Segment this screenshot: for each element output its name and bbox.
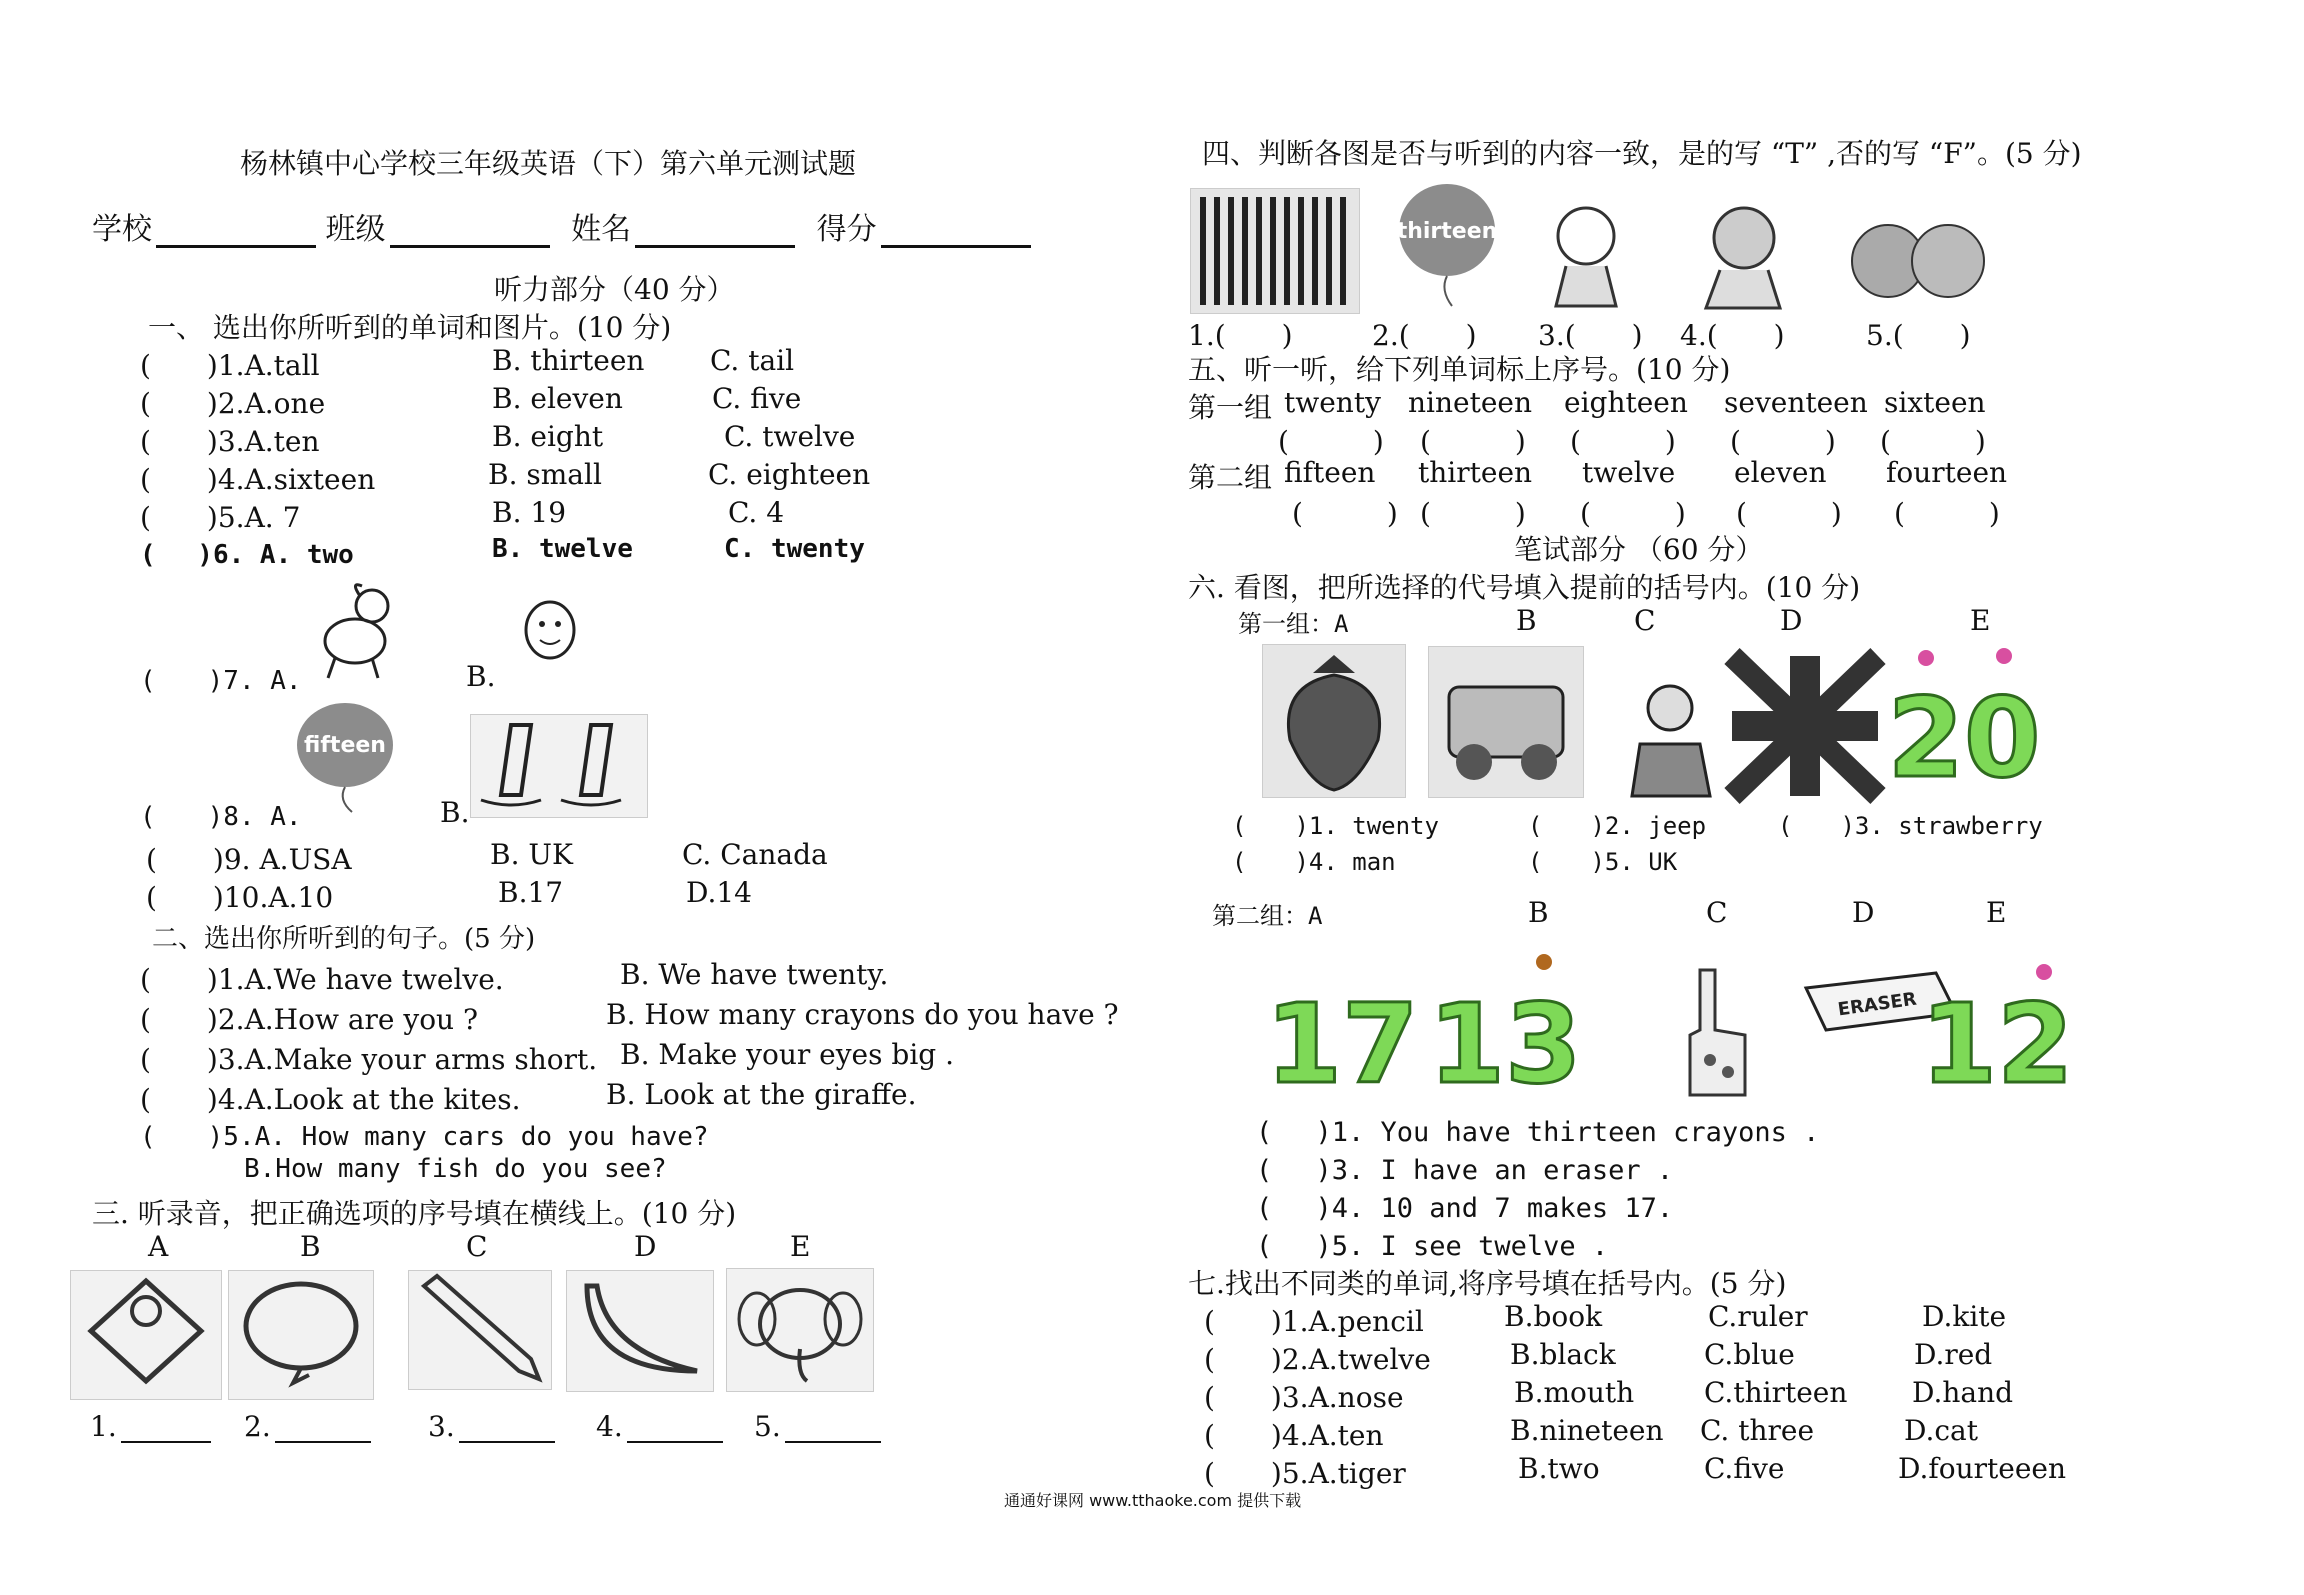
q8-label: ( )8. A. <box>140 802 302 832</box>
egg-character-image <box>510 592 590 672</box>
s5-word: thirteen <box>1418 456 1533 489</box>
s6-letter: E <box>1970 604 1991 637</box>
s7-row-a[interactable]: ( )4.A.ten <box>1204 1419 1384 1452</box>
s6-answer[interactable]: ( )5. UK <box>1528 848 1678 876</box>
s5-paren[interactable]: ( ) <box>1880 425 1986 458</box>
s6-letter: B <box>1516 604 1537 637</box>
s6-letter: C <box>1706 896 1728 929</box>
s3-letter: D <box>634 1230 657 1263</box>
jeep-image <box>1428 646 1584 798</box>
s5-word: twelve <box>1582 456 1676 489</box>
s6-answer[interactable]: ( )1. twenty <box>1232 812 1439 840</box>
s1-row-b: B. 19 <box>492 496 567 529</box>
s7-row-b: B.nineteen <box>1510 1414 1664 1447</box>
section-5-heading: 五、听一听，给下列单词标上序号。(10 分) <box>1188 353 1731 386</box>
girl-with-bow-image <box>1680 196 1810 312</box>
s2-row-a: ( )3.A.Make your arms short. <box>140 1043 598 1076</box>
s5-word: nineteen <box>1408 386 1533 419</box>
number-13-image <box>1428 944 1582 1108</box>
s5-group1-label: 第一组 <box>1188 391 1273 424</box>
elephant-image <box>726 1268 874 1392</box>
thirteen-balloon-image <box>1392 180 1502 310</box>
s7-row-a[interactable]: ( )2.A.twelve <box>1204 1343 1431 1376</box>
number-12-image <box>1920 952 2074 1108</box>
s3-letter: E <box>790 1230 811 1263</box>
s1-row-b: B. thirteen <box>492 344 645 377</box>
class-field[interactable] <box>390 215 550 248</box>
number-11-image <box>470 714 648 818</box>
giraffe-image <box>1670 960 1760 1100</box>
s1-row: ( )6. A. two <box>140 540 354 570</box>
banana-image <box>566 1270 714 1392</box>
school-field[interactable] <box>156 215 316 248</box>
s1-row-b: B. eleven <box>492 382 623 415</box>
s1-row: ( )3.A.ten <box>140 425 320 458</box>
s1-row: ( )4.A.sixteen <box>140 463 376 496</box>
number-17-image <box>1265 950 1419 1108</box>
listening-title: 听力部分（40 分） <box>494 273 735 306</box>
s6-answer[interactable]: ( )3. strawberry <box>1778 812 2043 840</box>
s5-word: sixteen <box>1884 386 1986 419</box>
s7-row-b: B.mouth <box>1514 1376 1635 1409</box>
s7-row-a[interactable]: ( )1.A.pencil <box>1204 1305 1424 1338</box>
s3-letter: B <box>300 1230 321 1263</box>
s6-sentence[interactable]: ( )1. You have thirteen crayons . <box>1256 1117 1820 1148</box>
s6-letter: C <box>1634 604 1656 637</box>
name-field[interactable] <box>635 215 795 248</box>
s5-word: eighteen <box>1564 386 1688 419</box>
fifteen-balloon-image <box>290 700 400 820</box>
s6-letter: E <box>1986 896 2007 929</box>
s7-row-a[interactable]: ( )3.A.nose <box>1204 1381 1404 1414</box>
s3-letter: C <box>466 1230 488 1263</box>
section-7-heading: 七.找出不同类的单词,将序号填在括号内。(5 分) <box>1188 1267 1787 1300</box>
q10: ( )10.A.10 <box>146 881 334 914</box>
svg-text:20: 20 <box>1887 674 2041 802</box>
section-4-heading: 四、判断各图是否与听到的内容一致，是的写 “T” ,否的写 “F”。(5 分) <box>1202 137 2082 170</box>
s1-row-b: B. twelve <box>492 534 633 564</box>
score-field[interactable] <box>881 215 1031 248</box>
s1-row-c: C. 4 <box>728 496 785 529</box>
s2-row-b: B. Make your eyes big . <box>620 1038 955 1071</box>
s6-group1-label: 第一组：A <box>1238 610 1349 638</box>
s6-letter: D <box>1852 896 1875 929</box>
s5-word: eleven <box>1734 456 1827 489</box>
man-image <box>1610 674 1732 796</box>
s7-row-b: B.two <box>1518 1452 1600 1485</box>
s2-row-a: ( )1.A.We have twelve. <box>140 963 504 996</box>
q10-b: B.17 <box>498 876 564 909</box>
s6-sentence[interactable]: ( )5. I see twelve . <box>1256 1231 1609 1262</box>
class-label: 班级 <box>325 212 386 247</box>
svg-text:thirteen: thirteen <box>1396 219 1498 244</box>
svg-text:ERASER: ERASER <box>1836 988 1918 1021</box>
s5-paren[interactable]: ( ) <box>1420 497 1526 530</box>
girl-image <box>1526 196 1644 310</box>
info-line <box>92 204 1031 248</box>
s1-row: ( )5.A. 7 <box>140 501 301 534</box>
s2-row-a: ( )4.A.Look at the kites. <box>140 1083 521 1116</box>
s5-paren[interactable]: ( ) <box>1420 425 1526 458</box>
s3-blank[interactable]: 3. <box>428 1410 555 1443</box>
s5-word: seventeen <box>1724 386 1868 419</box>
s6-answer[interactable]: ( )4. man <box>1232 848 1396 876</box>
s5-paren[interactable]: ( ) <box>1278 425 1384 458</box>
s5-paren[interactable]: ( ) <box>1580 497 1686 530</box>
s7-row-b: B.book <box>1504 1300 1603 1333</box>
section-2-heading: 二、选出你所听到的句子。(5 分) <box>152 924 536 954</box>
s5-paren[interactable]: ( ) <box>1736 497 1842 530</box>
s3-blank[interactable]: 2. <box>244 1410 371 1443</box>
s3-blank[interactable]: 4. <box>596 1410 723 1443</box>
s4-answer[interactable]: 4.( ) <box>1680 319 1785 352</box>
s5-group2-label: 第二组 <box>1188 461 1273 494</box>
s3-blank[interactable]: 5. <box>754 1410 881 1443</box>
svg-text:13: 13 <box>1428 980 1582 1108</box>
s7-row-c: C.blue <box>1704 1338 1795 1371</box>
s5-word: fourteen <box>1886 456 2008 489</box>
apples-image <box>1838 206 2002 302</box>
uk-flag-image <box>1732 656 1878 796</box>
q9: ( )9. A.USA <box>146 843 352 876</box>
s1-row: ( )1.A.tall <box>140 349 320 382</box>
kite-image <box>70 1270 222 1400</box>
pencils-image <box>1190 188 1360 314</box>
s3-letter: A <box>148 1230 169 1263</box>
svg-text:12: 12 <box>1920 980 2074 1108</box>
s2-row-b: B. How many crayons do you have ? <box>606 998 1119 1031</box>
s6-letter: D <box>1780 604 1803 637</box>
s6-answer[interactable]: ( )2. jeep <box>1528 812 1707 840</box>
s1-row-c: C. eighteen <box>708 458 871 491</box>
s3-blank[interactable]: 1. <box>90 1410 211 1443</box>
s7-row-a[interactable]: ( )5.A.tiger <box>1204 1457 1406 1490</box>
dog-image <box>300 576 410 686</box>
s2-q5-b: B.How many fish do you see? <box>244 1154 667 1184</box>
q7-label: ( )7. A. <box>140 666 302 696</box>
written-title: 笔试部分 （60 分） <box>1514 533 1764 566</box>
s4-answer[interactable]: 2.( ) <box>1372 319 1477 352</box>
s2-row-a: ( )5.A. How many cars do you have? <box>140 1122 709 1152</box>
s5-paren[interactable]: ( ) <box>1730 425 1836 458</box>
s2-row-b: B. Look at the giraffe. <box>606 1078 917 1111</box>
s7-row-c: C. three <box>1700 1414 1815 1447</box>
s4-answer[interactable]: 3.( ) <box>1538 319 1643 352</box>
s4-answer[interactable]: 1.( ) <box>1188 319 1293 352</box>
page-title: 杨林镇中心学校三年级英语（下）第六单元测试题 <box>240 147 857 180</box>
number-20-image <box>1887 638 2041 802</box>
s1-row: ( )2.A.one <box>140 387 326 420</box>
s7-row-d: D.fourteeen <box>1898 1452 2066 1485</box>
q8-b-label: B. <box>440 796 470 829</box>
s5-paren[interactable]: ( ) <box>1570 425 1676 458</box>
s4-answer[interactable]: 5.( ) <box>1866 319 1971 352</box>
s6-group2-label: 第二组：A <box>1212 902 1323 930</box>
section-6-heading: 六. 看图，把所选择的代号填入提前的括号内。(10 分) <box>1188 571 1861 604</box>
s1-row-b: B. eight <box>492 420 604 453</box>
s7-row-d: D.hand <box>1912 1376 2014 1409</box>
s5-paren[interactable]: ( ) <box>1292 497 1398 530</box>
school-label: 学校 <box>92 212 152 247</box>
s7-row-b: B.black <box>1510 1338 1616 1371</box>
s7-row-c: C.five <box>1704 1452 1785 1485</box>
name-label: 姓名 <box>571 212 632 247</box>
score-label: 得分 <box>816 212 877 247</box>
s5-word: twenty <box>1284 386 1381 419</box>
pencil-image <box>408 1270 552 1390</box>
s1-row-c: C. twelve <box>724 420 856 453</box>
s1-row-c: C. five <box>712 382 802 415</box>
s5-paren[interactable]: ( ) <box>1894 497 2000 530</box>
s6-sentence[interactable]: ( )4. 10 and 7 makes 17. <box>1256 1193 1674 1224</box>
q9-c: C. Canada <box>682 838 828 871</box>
q7-b-label: B. <box>466 660 496 693</box>
s7-row-c: C.thirteen <box>1704 1376 1848 1409</box>
svg-text:fifteen: fifteen <box>304 733 386 758</box>
section-1-heading: 一、 选出你所听到的单词和图片。(10 分) <box>148 311 672 344</box>
strawberry-image <box>1262 644 1406 798</box>
s7-row-d: D.kite <box>1922 1300 2007 1333</box>
footer-text: 通通好课网 www.tthaoke.com 提供下载 <box>1004 1491 1302 1510</box>
s7-row-d: D.cat <box>1904 1414 1978 1447</box>
s6-sentence[interactable]: ( )3. I have an eraser . <box>1256 1155 1674 1186</box>
s1-row-c: C. tail <box>710 344 795 377</box>
s1-row-c: C. twenty <box>724 534 865 564</box>
s2-row-a: ( )2.A.How are you ? <box>140 1003 478 1036</box>
section-3-heading: 三. 听录音，把正确选项的序号填在横线上。(10 分) <box>92 1197 737 1230</box>
s7-row-d: D.red <box>1914 1338 1993 1371</box>
q9-b: B. UK <box>490 838 573 871</box>
s5-word: fifteen <box>1284 456 1376 489</box>
s1-row-b: B. small <box>488 458 602 491</box>
q10-c: D.14 <box>686 876 752 909</box>
balloon-image <box>228 1270 374 1400</box>
s6-letter: B <box>1528 896 1549 929</box>
s2-row-b: B. We have twenty. <box>620 958 889 991</box>
svg-text:17: 17 <box>1265 980 1419 1108</box>
s7-row-c: C.ruler <box>1708 1300 1808 1333</box>
